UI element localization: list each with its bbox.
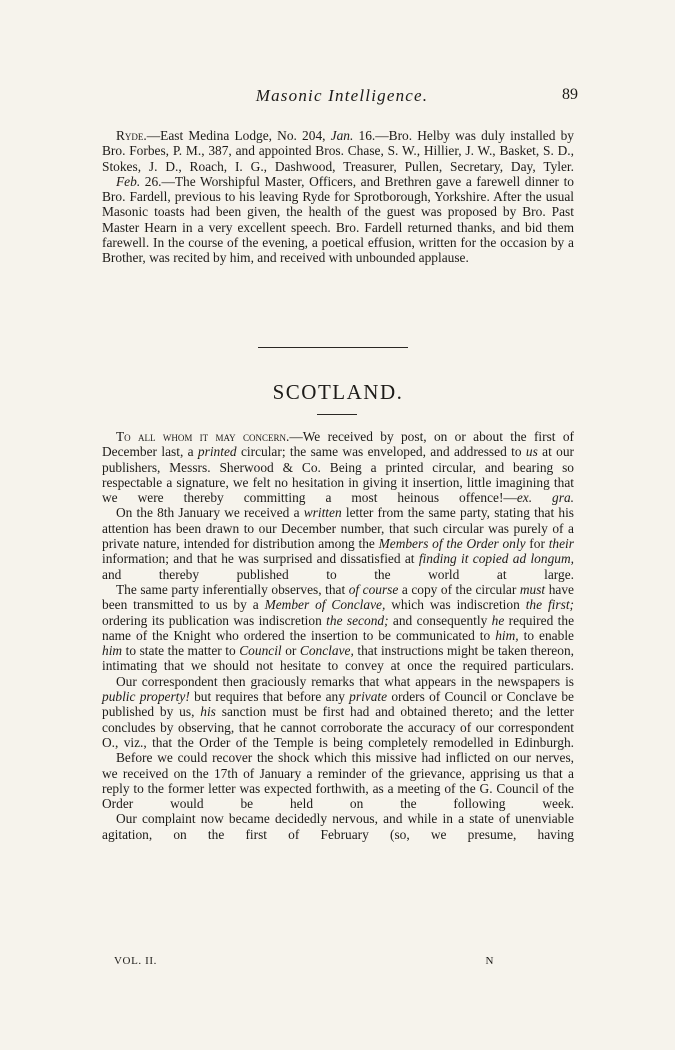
text-run: at our publishers, Messrs. Sherwood & Co. Being a printed circular, and bearing so respectable a signature, we felt no hesitation in giving it insertion, little imagining that we were thereby committing a most heinous offence!—	[102, 444, 574, 506]
page-footer	[114, 955, 494, 969]
text-run: On the 8th January we received a	[116, 505, 304, 521]
ryde-paragraph-farewell	[102, 174, 574, 266]
text-run: required the name of the Knight who ordered the insertion to be communicated to	[102, 612, 575, 643]
text-run: ordering its publication was indiscretion	[102, 612, 327, 628]
italic-run: their	[548, 536, 574, 552]
italic-run: printed	[197, 444, 237, 460]
italic-run: him,	[495, 627, 519, 643]
text-run: to enable	[518, 627, 574, 643]
place-heading-ryde: Ryde.	[116, 128, 147, 143]
italic-run: private	[349, 689, 388, 705]
scotland-paragraph-5	[102, 750, 574, 811]
text-run: Our complaint now became decidedly nervous, and while in a state of unenviable agitation, on the first of February (so, we presume, having	[102, 811, 574, 842]
running-head-title: Masonic Intelligence.	[255, 86, 429, 105]
text-run: and thereby published to the world at large.	[102, 566, 574, 582]
italic-run: us	[525, 444, 538, 460]
scotland-section	[102, 429, 574, 842]
text-run: for	[525, 536, 549, 552]
text-run: which was indiscretion	[385, 597, 526, 613]
italic-run: Member of Conclave,	[264, 597, 386, 613]
text-run: that instructions might be taken thereon, intimating that we should not hesitate to convey at once the required particulars.	[102, 643, 574, 674]
text-run: orders of Council or Conclave be published by us,	[102, 689, 574, 720]
volume-label: VOL. II.	[114, 955, 157, 967]
italic-run: he	[491, 612, 505, 628]
italic-run: Council	[239, 643, 282, 659]
text-run: —We received by post, on or about the first of December last, a	[102, 429, 574, 460]
text-run: a copy of the circular	[398, 581, 520, 597]
text-run: sanction must be first had and obtained thereto; and the letter concludes by observing, that he cannot corroborate the accuracy of our correspondent O., viz., that the Order of the Temple is being completely remodelled in Edinburgh.	[102, 704, 574, 750]
text-run: The same party inferentially observes, that	[116, 581, 349, 597]
italic-run: finding it copied ad longum,	[418, 551, 574, 567]
text-run: 26.—The Worshipful Master, Officers, and Brethren gave a farewell dinner to Bro. Fardell, previous to his leaving Ryde for Sprotborough, Yorkshire. After the usual Masonic toasts had been given, the health of the guest was proposed by Bro. Past Master Hearn in a very excellent speech. Bro. Fardell returned thanks, and bid them farewell. In the course of the evening, a poetical effusion, written for the occasion by a Brother, was recited by him, and received with unbounded applause.	[102, 173, 574, 266]
italic-run: the second;	[326, 612, 389, 628]
scotland-paragraph-6	[102, 811, 574, 842]
text-run: Our correspondent then graciously remarks that what appears in the newspapers is	[116, 673, 574, 689]
ryde-paragraph-installation	[102, 128, 574, 174]
text-run: Before we could recover the shock which this missive had inflicted on our nerves, we received on the 17th of January a reminder of the grievance, apprising us that a reply to the former letter was expected forthwith, as a meeting of the G. Council of the Order would be held on the following week.	[102, 750, 574, 812]
scotland-paragraph-2	[102, 505, 574, 581]
date-italic: Feb.	[116, 173, 141, 189]
scotland-paragraph-4	[102, 674, 574, 750]
text-run: letter from the same party, stating that his attention has been drawn to our December number, that such circular was purely of a private nature, intended for distribution among the	[102, 505, 574, 552]
text-run: but requires that before any	[189, 689, 350, 705]
section-divider-rule	[258, 347, 408, 348]
text-run: and consequently	[388, 612, 492, 628]
text-run: —East Medina Lodge, No. 204,	[146, 128, 331, 143]
italic-run: public property!	[102, 689, 190, 705]
italic-run: the first;	[525, 597, 575, 613]
text-run: circular; the same was enveloped, and addressed to	[236, 444, 526, 460]
date-italic: Jan.	[330, 128, 354, 143]
text-run: have been transmitted to us by a	[102, 581, 574, 613]
salutation-small-caps: To all whom it may concern.	[116, 429, 290, 444]
heading-underline-rule	[317, 414, 357, 415]
italic-run: Conclave,	[299, 643, 354, 659]
text-run: 16.—Bro. Helby was duly installed by Bro. Forbes, P. M., 387, and appointed Bros. Chase, S. W., Hillier, J. W., Basket, S. D., Stokes, J. D., Roach, I. G., Dashwood, Treasurer, Pullen, Secretary, Day, Tyler.	[102, 128, 575, 174]
scotland-paragraph-3	[102, 582, 574, 674]
ryde-section	[102, 128, 574, 266]
italic-run: written	[303, 505, 342, 521]
section-heading: SCOTLAND.	[272, 380, 404, 404]
page-number: 89	[562, 86, 578, 103]
running-head	[106, 86, 578, 110]
text-run: to state the matter to	[122, 643, 240, 659]
text-run: information; and that he was surprised and dissatisfied at	[102, 551, 419, 567]
italic-run: his	[200, 704, 216, 720]
italic-run: Members of the Order only	[378, 536, 526, 552]
italic-run: of course	[348, 581, 399, 597]
italic-run: ex. gra.	[516, 490, 574, 506]
text-run: or	[281, 643, 300, 659]
italic-run: him	[102, 643, 123, 659]
italic-run: must	[519, 581, 546, 597]
scotland-paragraph-1	[102, 429, 574, 505]
signature-mark: N	[485, 955, 494, 967]
